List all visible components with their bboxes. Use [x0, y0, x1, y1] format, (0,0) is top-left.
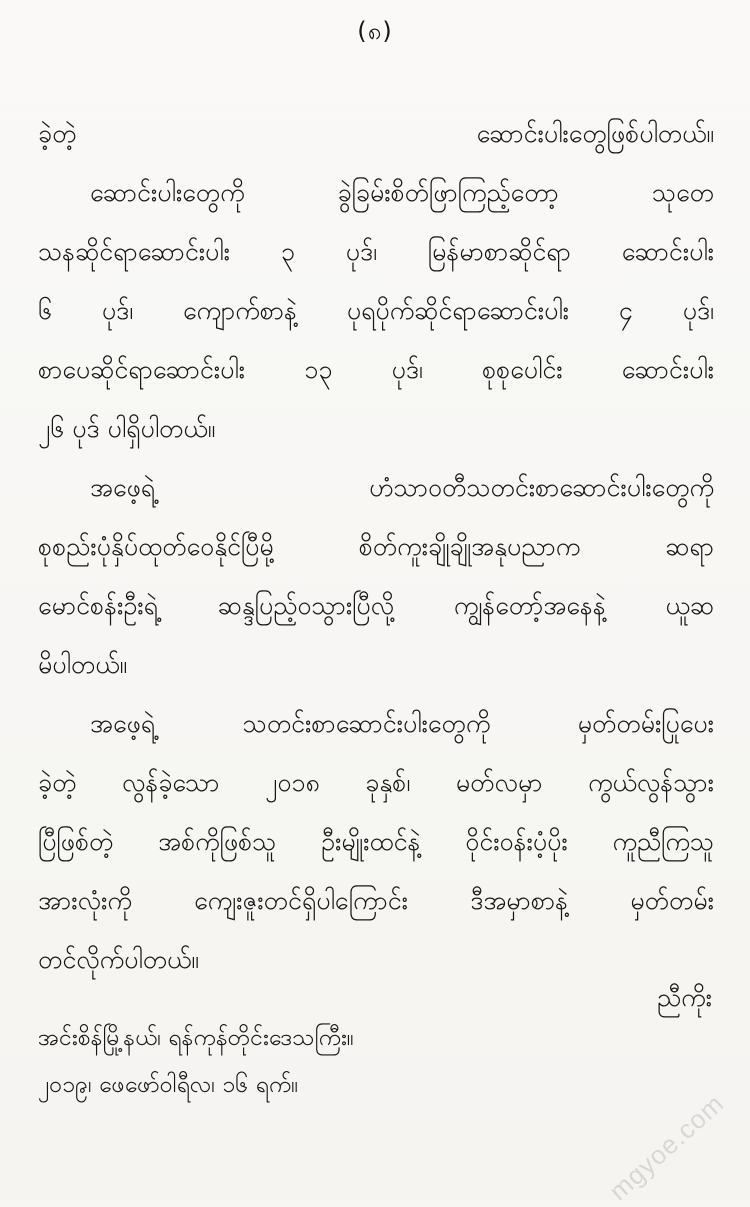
text-line: အဖေ့ရဲ့ သတင်းစာဆောင်းပါးတွေကို မှတ်တမ်းပြုပေး	[90, 709, 714, 738]
author-address: အင်းစိန်မြို့နယ်၊ ရန်ကုန်တိုင်းဒေသကြီး။	[38, 1025, 354, 1051]
text-line: စာပေဆိုင်ရာဆောင်းပါး ၁၃ ပုဒ်၊ စုစုပေါင်း ဆောင်းပါး	[38, 355, 714, 384]
text-line: အားလုံးကို ကျေးဇူးတင်ရှိပါကြောင်း ဒီအမှာစာနဲ့ မှတ်တမ်း	[38, 886, 714, 915]
text-line: ခဲ့တဲ့ လွန်ခဲ့သော ၂၀၁၈ ခုနှစ်၊ မတ်လမှာ ကွယ်လွန်သွား	[38, 768, 714, 797]
page-number: (၈)	[357, 17, 393, 45]
site-watermark: mgyoe.com	[602, 1087, 730, 1207]
text-line: မောင်စန်းဦးရဲ့ ဆန္ဒပြည့်ဝသွားပြီလို့ ကျွန်တော့်အနေနဲ့ ယူဆ	[38, 591, 714, 620]
text-line: ပြီဖြစ်တဲ့ အစ်ကိုဖြစ်သူ ဦးမျိုးထင်နဲ့ ဝိုင်းဝန်းပံ့ပိုး ကူညီကြသူ	[38, 827, 714, 856]
text-line: အဖေ့ရဲ့ ဟံသာဝတီသတင်းစာဆောင်းပါးတွေကို	[90, 473, 714, 502]
text-line: ဆောင်းပါးတွေကို ခွဲခြမ်းစိတ်ဖြာကြည့်တော့ သုတေ	[90, 178, 714, 207]
author-signature: ညီကိုး	[657, 983, 712, 1012]
text-line: မိပါတယ်။	[38, 650, 128, 679]
signature-date: ၂၀၁၉၊ ဖေဖော်ဝါရီလ၊ ၁၆ ရက်။	[38, 1072, 299, 1098]
text-line: ခဲ့တဲ့ ဆောင်းပါးတွေဖြစ်ပါတယ်။	[38, 119, 714, 148]
text-line: သနဆိုင်ရာဆောင်းပါး ၃ ပုဒ်၊ မြန်မာစာဆိုင်ရာ ဆောင်းပါး	[38, 237, 714, 266]
text-line: တင်လိုက်ပါတယ်။	[38, 945, 199, 974]
text-line: ၂၆ ပုဒ် ပါရှိပါတယ်။	[38, 414, 216, 443]
text-line: စုစည်းပုံနှိပ်ထုတ်ဝေနိုင်ပြီမို့ စိတ်ကူးချိုချိုအနုပညာက ဆရာ	[38, 532, 714, 561]
text-line: ၆ ပုဒ်၊ ကျောက်စာနဲ့ ပုရပိုက်ဆိုင်ရာဆောင်းပါး ၄ ပုဒ်၊	[38, 296, 714, 325]
body-text	[38, 104, 714, 989]
